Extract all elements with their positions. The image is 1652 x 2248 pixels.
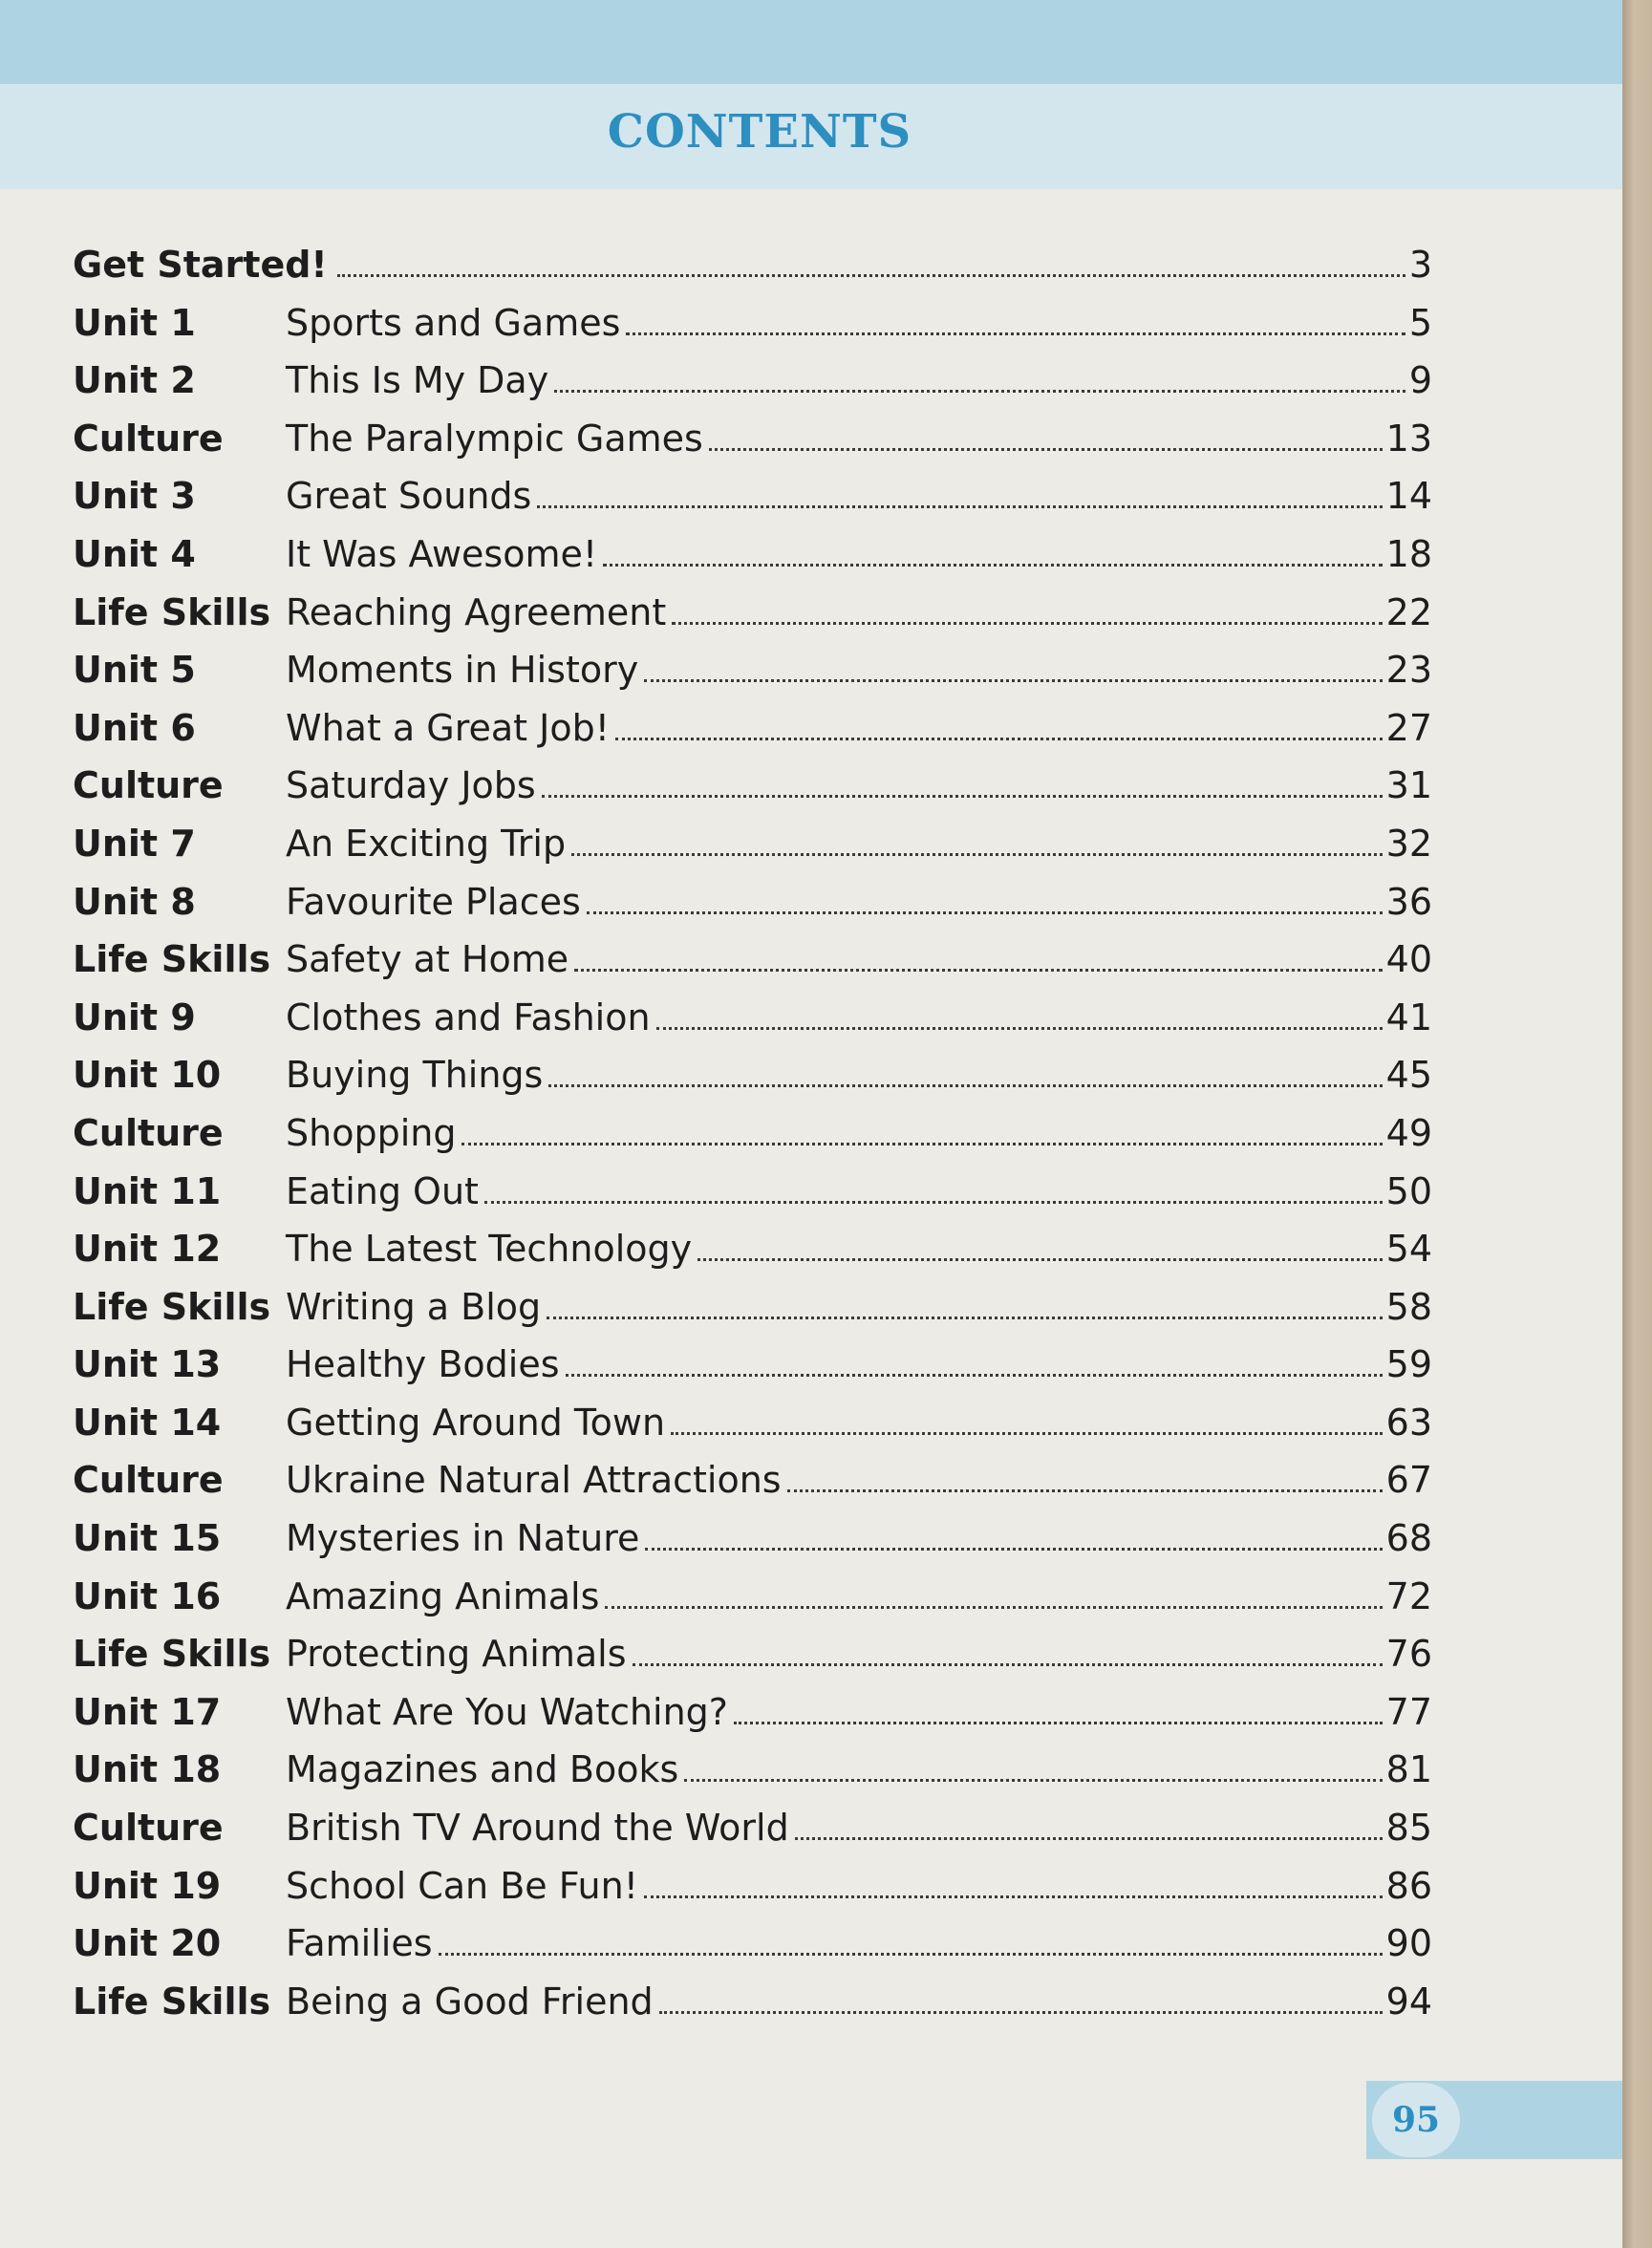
toc-entry-label: Unit 20 xyxy=(73,1922,222,1965)
dot-leader xyxy=(656,1027,1383,1030)
toc-entry xyxy=(73,417,1432,476)
toc-entry xyxy=(73,823,1432,881)
toc-entry-page: 5 xyxy=(1408,301,1432,344)
toc-entry-label: Unit 19 xyxy=(73,1864,222,1907)
toc-entry xyxy=(73,1517,1432,1575)
dot-leader xyxy=(795,1837,1383,1840)
dot-leader xyxy=(566,1374,1383,1377)
toc-entry xyxy=(73,1343,1432,1402)
toc-entry-title: Healthy Bodies xyxy=(286,1343,560,1386)
toc-entry-label: Culture xyxy=(73,1111,224,1154)
toc-entry-page: 18 xyxy=(1385,532,1432,575)
table-of-contents xyxy=(73,244,1432,2038)
toc-entry-page: 22 xyxy=(1385,590,1432,633)
toc-entry-page: 41 xyxy=(1385,996,1432,1038)
toc-entry-title: Magazines and Books xyxy=(286,1748,679,1791)
dot-leader xyxy=(547,1317,1382,1319)
toc-entry-page: 77 xyxy=(1385,1690,1432,1733)
toc-entry xyxy=(73,707,1432,765)
toc-entry-page: 50 xyxy=(1385,1169,1432,1212)
toc-entry xyxy=(73,1170,1432,1229)
dot-leader xyxy=(633,1663,1383,1666)
toc-entry-label: Get Started! xyxy=(73,244,328,286)
dot-leader xyxy=(644,679,1382,682)
toc-entry-page: 63 xyxy=(1385,1401,1432,1444)
dot-leader xyxy=(734,1722,1383,1724)
dot-leader xyxy=(461,1143,1382,1145)
toc-entry-title: An Exciting Trip xyxy=(286,822,567,865)
toc-entry-label: Unit 7 xyxy=(73,822,196,865)
dot-leader xyxy=(542,795,1383,798)
toc-entry-page: 67 xyxy=(1385,1459,1432,1502)
toc-entry xyxy=(73,533,1432,591)
toc-entry-label: Unit 9 xyxy=(73,996,196,1038)
dot-leader xyxy=(659,2011,1383,2014)
toc-entry-title: What a Great Job! xyxy=(286,706,610,749)
dot-leader xyxy=(439,1953,1383,1956)
toc-entry-title: It Was Awesome! xyxy=(286,532,598,575)
toc-entry-label: Unit 16 xyxy=(73,1574,222,1617)
toc-entry-title: Eating Out xyxy=(286,1169,479,1212)
toc-entry-title: This Is My Day xyxy=(286,359,549,402)
dot-leader xyxy=(787,1489,1383,1492)
toc-entry-label: Unit 15 xyxy=(73,1517,222,1560)
top-color-band xyxy=(0,0,1622,88)
toc-entry xyxy=(73,1054,1432,1112)
toc-entry-title: Saturday Jobs xyxy=(286,764,536,807)
toc-entry xyxy=(73,1748,1432,1807)
toc-entry xyxy=(73,1286,1432,1344)
dot-leader xyxy=(672,622,1382,625)
dot-leader xyxy=(626,332,1405,335)
toc-entry-title: Writing a Blog xyxy=(286,1285,542,1328)
toc-entry-title: Amazing Animals xyxy=(286,1574,600,1617)
toc-entry-title: The Paralympic Games xyxy=(286,417,703,460)
toc-entry xyxy=(73,475,1432,533)
toc-entry-page: 36 xyxy=(1385,880,1432,923)
toc-entry xyxy=(73,244,1432,302)
dot-leader xyxy=(644,1895,1383,1898)
toc-entry-label: Life Skills xyxy=(73,1633,271,1676)
toc-entry xyxy=(73,1112,1432,1170)
toc-entry-page: 68 xyxy=(1385,1517,1432,1560)
toc-entry-title: Favourite Places xyxy=(286,880,581,923)
toc-entry xyxy=(73,359,1432,417)
toc-entry-label: Unit 2 xyxy=(73,359,196,402)
page-edge xyxy=(1622,0,1652,2248)
toc-entry xyxy=(73,1922,1432,1980)
toc-entry-title: The Latest Technology xyxy=(286,1228,693,1271)
toc-entry xyxy=(73,649,1432,707)
toc-entry-label: Life Skills xyxy=(73,590,271,633)
toc-entry-label: Culture xyxy=(73,1807,224,1850)
toc-entry-label: Unit 18 xyxy=(73,1748,222,1791)
dot-leader xyxy=(574,969,1383,972)
toc-entry xyxy=(73,1980,1432,2039)
toc-entry-label: Unit 5 xyxy=(73,649,196,692)
toc-entry xyxy=(73,1691,1432,1749)
dot-leader xyxy=(671,1432,1383,1435)
dot-leader xyxy=(603,564,1383,567)
toc-entry-page: 85 xyxy=(1385,1807,1432,1850)
toc-entry-title: Sports and Games xyxy=(286,301,621,344)
toc-entry-page: 27 xyxy=(1385,706,1432,749)
toc-entry-label: Life Skills xyxy=(73,938,271,981)
toc-entry-title: What Are You Watching? xyxy=(286,1690,728,1733)
toc-entry xyxy=(73,1228,1432,1286)
toc-entry-title: Getting Around Town xyxy=(286,1401,666,1444)
toc-entry-page: 58 xyxy=(1385,1285,1432,1328)
toc-entry xyxy=(73,302,1432,360)
toc-entry xyxy=(73,1807,1432,1865)
toc-entry-label: Culture xyxy=(73,417,224,460)
toc-entry-label: Unit 4 xyxy=(73,532,196,575)
toc-entry xyxy=(73,1459,1432,1517)
toc-entry-page: 9 xyxy=(1408,359,1432,402)
toc-entry-page: 45 xyxy=(1385,1054,1432,1097)
toc-entry-label: Unit 6 xyxy=(73,706,196,749)
toc-entry-label: Culture xyxy=(73,1459,224,1502)
dot-leader xyxy=(484,1201,1383,1204)
toc-entry-page: 86 xyxy=(1385,1864,1432,1907)
toc-entry-label: Unit 8 xyxy=(73,880,196,923)
toc-entry-page: 81 xyxy=(1385,1748,1432,1791)
toc-entry-page: 49 xyxy=(1385,1111,1432,1154)
toc-entry-label: Unit 13 xyxy=(73,1343,222,1386)
toc-entry-title: Ukraine Natural Attractions xyxy=(286,1459,782,1502)
toc-entry-title: British TV Around the World xyxy=(286,1807,789,1850)
dot-leader xyxy=(684,1779,1382,1782)
toc-entry-page: 31 xyxy=(1385,764,1432,807)
toc-entry-title: Reaching Agreement xyxy=(286,590,667,633)
toc-entry-title: Moments in History xyxy=(286,649,639,692)
dot-leader xyxy=(571,853,1383,856)
dot-leader xyxy=(537,505,1382,508)
dot-leader xyxy=(615,738,1383,740)
toc-entry-label: Unit 1 xyxy=(73,301,196,344)
toc-entry-page: 40 xyxy=(1385,938,1432,981)
toc-entry-page: 72 xyxy=(1385,1574,1432,1617)
toc-entry xyxy=(73,881,1432,939)
toc-entry xyxy=(73,1575,1432,1634)
dot-leader xyxy=(587,911,1383,914)
toc-entry-title: Mysteries in Nature xyxy=(286,1517,640,1560)
toc-entry-title: Clothes and Fashion xyxy=(286,996,651,1038)
toc-entry-title: Being a Good Friend xyxy=(286,1980,654,2023)
toc-entry-label: Unit 14 xyxy=(73,1401,222,1444)
toc-entry-title: Great Sounds xyxy=(286,475,532,518)
dot-leader xyxy=(709,448,1383,451)
toc-entry-label: Life Skills xyxy=(73,1285,271,1328)
toc-entry-label: Unit 3 xyxy=(73,475,196,518)
toc-entry-page: 54 xyxy=(1385,1228,1432,1271)
toc-entry-page: 76 xyxy=(1385,1633,1432,1676)
dot-leader xyxy=(697,1258,1383,1261)
toc-entry-title: Buying Things xyxy=(286,1054,544,1097)
toc-entry xyxy=(73,1865,1432,1923)
toc-entry xyxy=(73,1402,1432,1460)
dot-leader xyxy=(337,274,1405,277)
dot-leader xyxy=(548,1084,1382,1087)
toc-entry xyxy=(73,1633,1432,1691)
toc-entry-label: Life Skills xyxy=(73,1980,271,2023)
dot-leader xyxy=(605,1606,1382,1609)
toc-entry xyxy=(73,764,1432,823)
toc-entry-title: School Can Be Fun! xyxy=(286,1864,638,1907)
toc-entry-title: Shopping xyxy=(286,1111,457,1154)
toc-entry-page: 32 xyxy=(1385,822,1432,865)
toc-entry xyxy=(73,938,1432,996)
toc-entry xyxy=(73,996,1432,1055)
toc-entry-page: 59 xyxy=(1385,1343,1432,1386)
toc-entry-label: Unit 11 xyxy=(73,1169,222,1212)
toc-entry-page: 3 xyxy=(1408,244,1432,286)
toc-entry-title: Safety at Home xyxy=(286,938,569,981)
dot-leader xyxy=(645,1548,1382,1551)
dot-leader xyxy=(554,390,1405,393)
toc-entry-label: Unit 10 xyxy=(73,1054,222,1097)
toc-entry-page: 13 xyxy=(1385,417,1432,460)
toc-entry-label: Culture xyxy=(73,764,224,807)
toc-entry-page: 90 xyxy=(1385,1922,1432,1965)
toc-entry-page: 14 xyxy=(1385,475,1432,518)
toc-entry-label: Unit 12 xyxy=(73,1228,222,1271)
page-title: CONTENTS xyxy=(607,105,912,159)
toc-entry-title: Families xyxy=(286,1922,433,1965)
toc-entry-page: 94 xyxy=(1385,1980,1432,2023)
toc-entry-title: Protecting Animals xyxy=(286,1633,627,1676)
toc-entry-label: Unit 17 xyxy=(73,1690,222,1733)
toc-entry xyxy=(73,591,1432,650)
page-number: 95 xyxy=(1372,2083,1460,2157)
toc-entry-page: 23 xyxy=(1385,649,1432,692)
